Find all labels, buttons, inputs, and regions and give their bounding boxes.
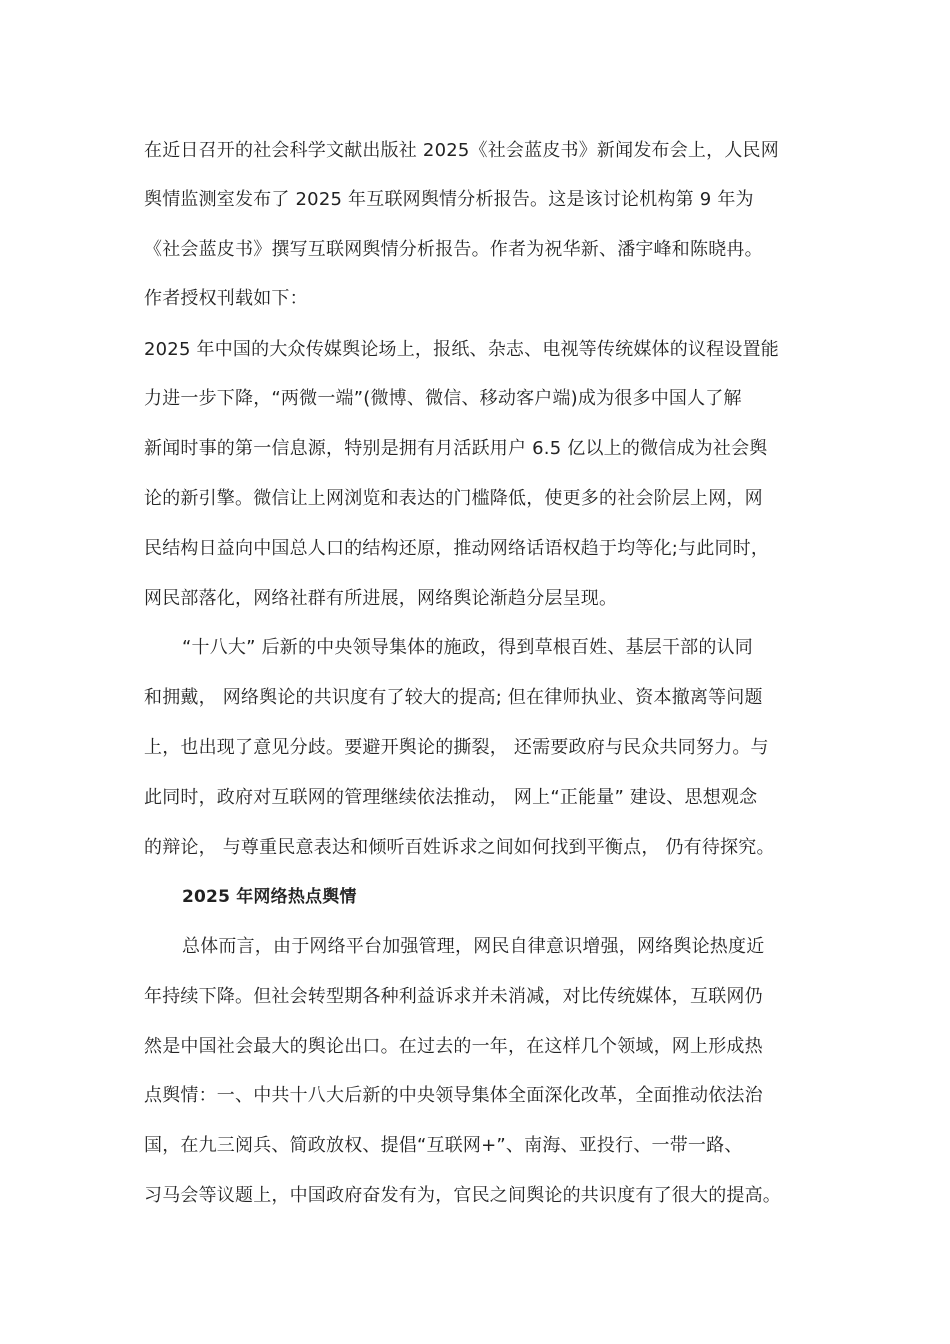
paragraph-2-line-3: 新闻时事的第一信息源，特别是拥有月活跃用户 6.5 亿以上的微信成为社会舆 — [144, 438, 768, 459]
paragraph-1-line-1: 在近日召开的社会科学文献出版社 2025《社会蓝皮书》新闻发布会上，人民网 — [144, 140, 779, 161]
paragraph-2-line-4: 论的新引擎。微信让上网浏览和表达的门槛降低，使更多的社会阶层上网，网 — [144, 488, 763, 509]
paragraph-4-line-1: 总体而言，由于网络平台加强管理，网民自律意识增强，网络舆论热度近 — [182, 936, 765, 957]
paragraph-1-line-3: 《社会蓝皮书》撰写互联网舆情分析报告。作者为祝华新、潘宇峰和陈晓冉。 — [144, 239, 763, 260]
paragraph-4-line-4: 点舆情：一、中共十八大后新的中央领导集体全面深化改革，全面推动依法治 — [144, 1085, 763, 1106]
paragraph-3-line-1: “十八大” 后新的中央领导集体的施政，得到草根百姓、基层干部的认同 — [182, 637, 753, 658]
paragraph-1-line-4: 作者授权刊载如下： — [144, 288, 308, 309]
section-heading: 2025 年网络热点舆情 — [182, 887, 357, 907]
paragraph-2-line-5: 民结构日益向中国总人口的结构还原，推动网络话语权趋于均等化;与此同时， — [144, 538, 770, 559]
paragraph-4-line-5: 国，在九三阅兵、简政放权、提倡“互联网+”、南海、亚投行、一带一路、 — [144, 1135, 743, 1156]
paragraph-2-line-6: 网民部落化，网络社群有所进展，网络舆论渐趋分层呈现。 — [144, 588, 618, 609]
paragraph-2-line-2: 力进一步下降，“两微一端”(微博、微信、移动客户端)成为很多中国人了解 — [144, 388, 742, 409]
paragraph-3-line-4: 此同时，政府对互联网的管理继续依法推动， 网上“正能量” 建设、思想观念 — [144, 787, 758, 808]
paragraph-1-line-2: 舆情监测室发布了 2025 年互联网舆情分析报告。这是该讨论机构第 9 年为 — [144, 189, 754, 210]
paragraph-3-line-5: 的辩论， 与尊重民意表达和倾听百姓诉求之间如何找到平衡点， 仍有待探究。 — [144, 837, 775, 858]
paragraph-3-line-3: 上，也出现了意见分歧。要避开舆论的撕裂， 还需要政府与民众共同努力。与 — [144, 737, 769, 758]
paragraph-4-line-6: 习马会等议题上，中国政府奋发有为，官民之间舆论的共识度有了很大的提高。 — [144, 1185, 781, 1206]
paragraph-4-line-3: 然是中国社会最大的舆论出口。在过去的一年，在这样几个领域，网上形成热 — [144, 1036, 763, 1057]
paragraph-4-line-2: 年持续下降。但社会转型期各种利益诉求并未消减，对比传统媒体，互联网仍 — [144, 986, 763, 1007]
paragraph-3-line-2: 和拥戴， 网络舆论的共识度有了较大的提高; 但在律师执业、资本撤离等问题 — [144, 687, 763, 708]
paragraph-2-line-1: 2025 年中国的大众传媒舆论场上，报纸、杂志、电视等传统媒体的议程设置能 — [144, 339, 779, 360]
